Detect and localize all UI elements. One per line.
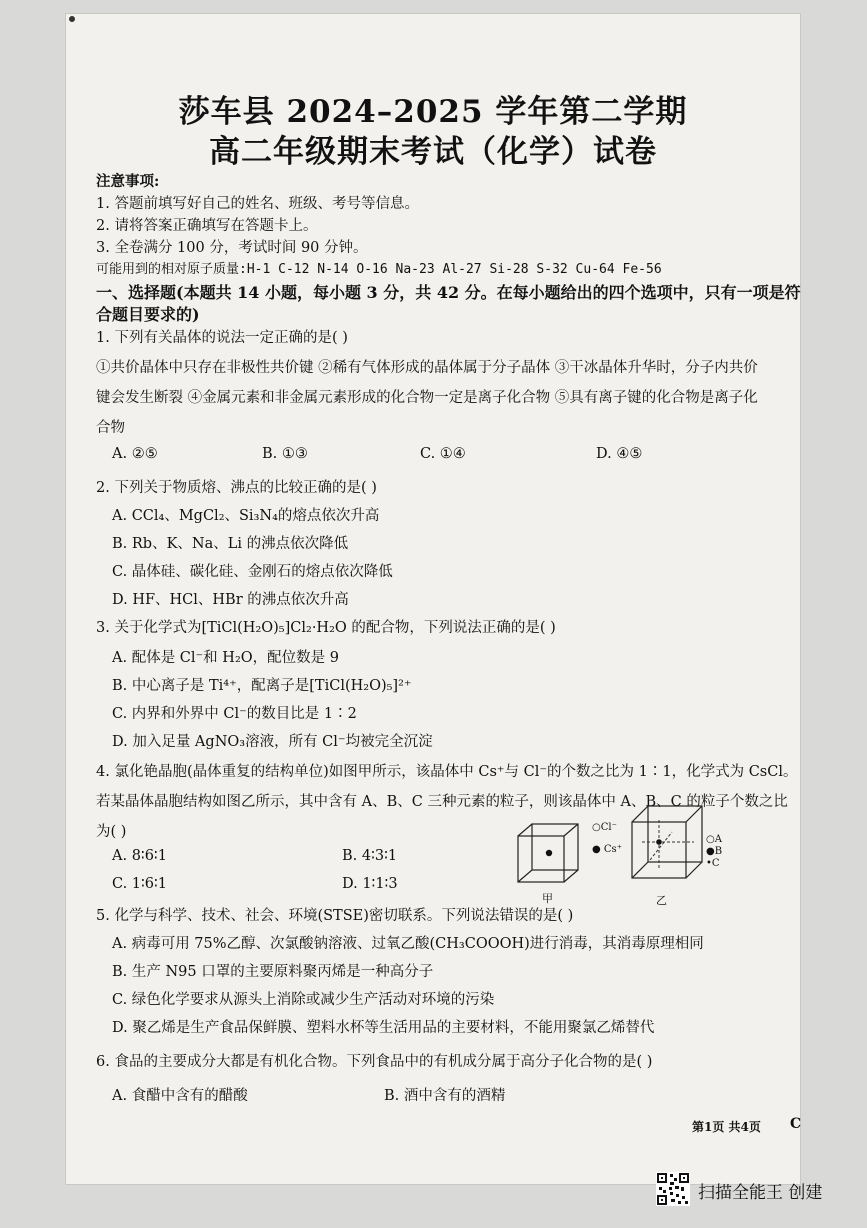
legend-cl: ○Cl⁻ xyxy=(592,822,617,833)
q1-option-b: B. ①③ xyxy=(262,446,308,462)
question-4-stem-cont: 若某晶体晶胞结构如图乙所示，其中含有 A、B、C 三种元素的粒子，则该晶体中 A、B、C 的粒子个数之比 xyxy=(96,794,788,810)
q4-option-b: B. 4∶3∶1 xyxy=(342,848,398,864)
edge-letter: C xyxy=(790,1116,802,1132)
q2-option-d: D. HF、HCl、HBr 的沸点依次升高 xyxy=(112,592,349,608)
q3-option-c: C. 内界和外界中 Cl⁻的数目比是 1∶2 xyxy=(112,706,357,722)
page-number: 第1页 共4页 xyxy=(692,1120,761,1134)
q5-option-c: C. 绿色化学要求从源头上消除或减少生产活动对环境的污染 xyxy=(112,992,495,1008)
question-6-stem: 6. 食品的主要成分大都是有机化合物。下列食品中的有机成分属于高分子化合物的是( ) xyxy=(96,1054,653,1070)
q1-option-c: C. ①④ xyxy=(420,446,466,462)
qr-code-icon xyxy=(656,1172,690,1206)
section-heading-cont: 合题目要求的) xyxy=(96,305,200,324)
q2-option-a: A. CCl₄、MgCl₂、Si₃N₄的熔点依次升高 xyxy=(112,508,380,524)
q1-option-d: D. ④⑤ xyxy=(596,446,643,462)
q4-option-c: C. 1∶6∶1 xyxy=(112,876,168,892)
notice-item: 1. 答题前填写好自己的姓名、班级、考号等信息。 xyxy=(96,196,419,212)
q6-option-a: A. 食醋中含有的醋酸 xyxy=(112,1088,248,1104)
binding-hole xyxy=(69,16,75,22)
figure-yi-label: 乙 xyxy=(656,894,667,907)
q5-option-b: B. 生产 N95 口罩的主要原料聚丙烯是一种高分子 xyxy=(112,964,434,980)
legend-cs: ● Cs⁺ xyxy=(592,844,622,855)
notice-item: 2. 请将答案正确填写在答题卡上。 xyxy=(96,218,318,234)
legend-c: •C xyxy=(706,858,720,869)
q6-option-b: B. 酒中含有的酒精 xyxy=(384,1088,506,1104)
q3-option-d: D. 加入足量 AgNO₃溶液，所有 Cl⁻均被完全沉淀 xyxy=(112,734,433,750)
figure-jia-label: 甲 xyxy=(542,892,553,905)
scanner-watermark: 扫描全能王 创建 xyxy=(698,1183,823,1203)
legend-b: ●B xyxy=(706,846,723,857)
atomic-mass-line: 可能用到的相对原子质量:H-1 C-12 N-14 O-16 Na-23 Al-27 Si-28 S-32 Cu-64 Fe-56 xyxy=(96,262,662,277)
question-5-stem: 5. 化学与科学、技术、社会、环境(STSE)密切联系。下列说法错误的是( ) xyxy=(96,908,574,924)
notice-item: 3. 全卷满分 100 分，考试时间 90 分钟。 xyxy=(96,240,368,256)
q1-option-a: A. ②⑤ xyxy=(112,446,158,462)
legend-a: ○A xyxy=(706,834,722,845)
q5-option-a: A. 病毒可用 75%乙醇、次氯酸钠溶液、过氧乙酸(CH₃COOOH)进行消毒，其消毒原理相同 xyxy=(112,936,704,952)
q2-option-c: C. 晶体硅、碳化硅、金刚石的熔点依次降低 xyxy=(112,564,393,580)
question-3-stem: 3. 关于化学式为[TiCl(H₂O)₅]Cl₂·H₂O 的配合物，下列说法正确的是( ) xyxy=(96,620,556,636)
page-title-line2: 高二年级期末考试（化学）试卷 xyxy=(209,134,657,170)
q3-option-a: A. 配体是 Cl⁻和 H₂O，配位数是 9 xyxy=(112,650,339,666)
page-title-line1: 莎车县 2024–2025 学年第二学期 xyxy=(178,94,688,130)
abc-unit-cell-figure xyxy=(628,800,708,890)
question-1-statements: 键会发生断裂 ④金属元素和非金属元素形成的化合物一定是离子化合物 ⑤具有离子键的化合物是离子化 xyxy=(96,390,758,406)
question-1-stem: 1. 下列有关晶体的说法一定正确的是( ) xyxy=(96,330,348,346)
q5-option-d: D. 聚乙烯是生产食品保鲜膜、塑料水杯等生活用品的主要材料，不能用聚氯乙烯替代 xyxy=(112,1020,655,1036)
question-4-stem: 4. 氯化铯晶胞(晶体重复的结构单位)如图甲所示，该晶体中 Cs⁺与 Cl⁻的个数之比为 1∶1，化学式为 CsCl。 xyxy=(96,764,798,780)
notice-heading: 注意事项: xyxy=(96,173,160,190)
q3-option-b: B. 中心离子是 Ti⁴⁺，配离子是[TiCl(H₂O)₅]²⁺ xyxy=(112,678,412,694)
question-4-stem-cont: 为( ) xyxy=(96,824,127,840)
question-2-stem: 2. 下列关于物质熔、沸点的比较正确的是( ) xyxy=(96,480,377,496)
q2-option-b: B. Rb、K、Na、Li 的沸点依次降低 xyxy=(112,536,349,552)
q4-option-d: D. 1∶1∶3 xyxy=(342,876,398,892)
exam-page xyxy=(66,14,800,1184)
section-heading: 一、选择题(本题共 14 小题，每小题 3 分，共 42 分。在每小题给出的四个选项中，只有一项是符 xyxy=(96,283,801,302)
q4-option-a: A. 8∶6∶1 xyxy=(112,848,167,864)
question-1-statements: ①共价晶体中只存在非极性共价键 ②稀有气体形成的晶体属于分子晶体 ③干冰晶体升华时，分子内共价 xyxy=(96,360,758,376)
question-1-statements: 合物 xyxy=(96,420,125,436)
